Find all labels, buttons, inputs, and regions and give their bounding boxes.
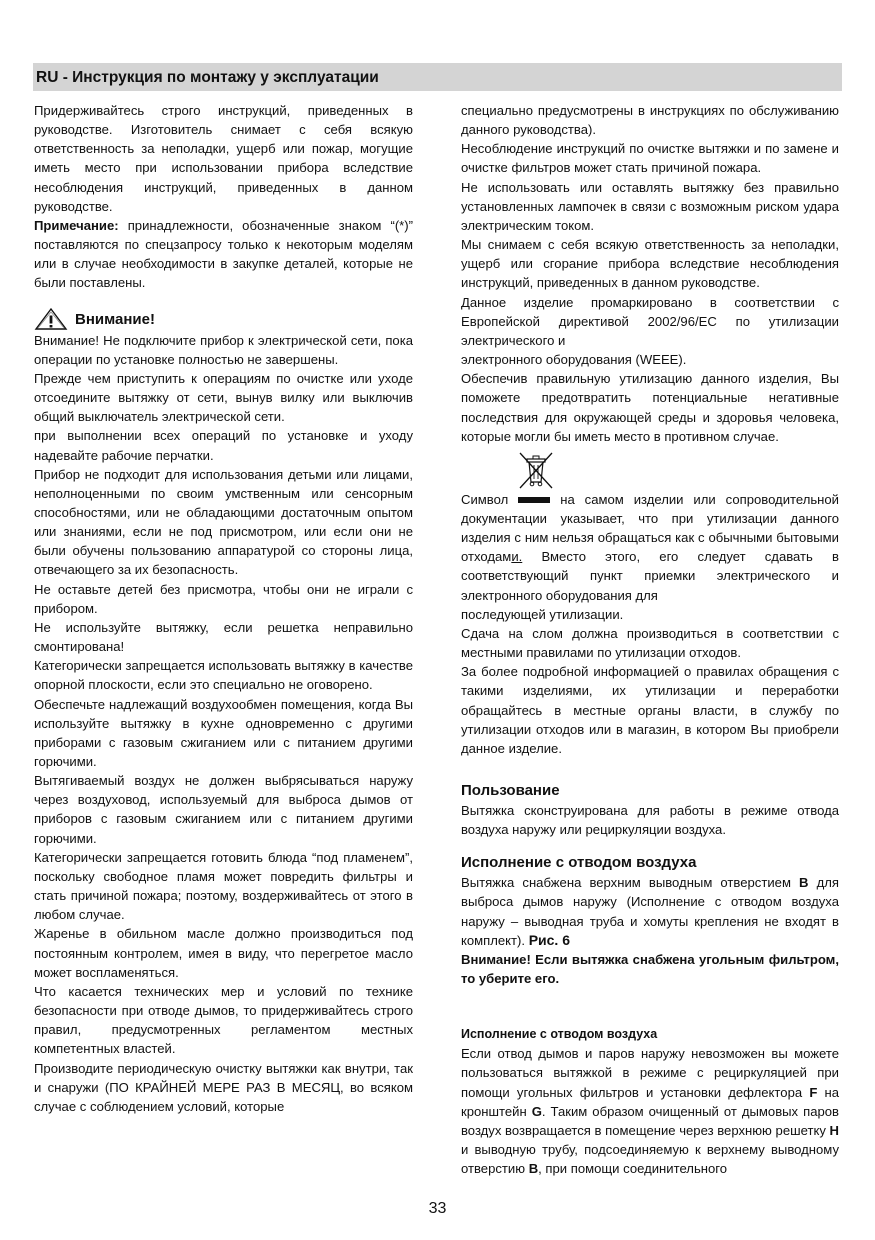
- symbol-rest: Вместо этого, его следует сдавать в соответствующий пункт приемки электрического и электронного оборудования для: [461, 549, 839, 603]
- safety-paragraph: Вытягиваемый воздух не должен выбрясываться наружу через воздуховод, используемый для выброса дымов от приборов с газовым сжиганием или с питанием другими горючими.: [34, 773, 413, 846]
- crossed-out-bin-icon: [516, 450, 556, 490]
- right-paragraph: последующей утилизации.: [461, 606, 624, 622]
- letter-b: B: [528, 1161, 539, 1177]
- symbol-paragraph: [461, 490, 839, 605]
- weee-symbol: [516, 450, 839, 490]
- usage-title: Пользование: [461, 782, 560, 799]
- note-text: принадлежности, обозначенные знаком “(*)” поставляются по спецзапросу только к некоторым моделям или в случае необходимости в закупке деталей, которые не были поставлены.: [34, 217, 413, 291]
- exhaust-warning: Внимание! Если вытяжка снабжена угольным фильтром, то уберите его.: [461, 951, 839, 987]
- right-paragraph: Мы снимаем с себя всякую ответственность за неполадки, ущерб или сгорание прибора вследствие несоблюдения инструкций, приведенных в данном руководстве.: [461, 237, 839, 291]
- safety-paragraph: Производите периодическую очистку вытяжки как внутри, так и снаружи (ПО КРАЙНЕЙ МЕРЕ РАЗ В МЕСЯЦ, во всяком случае с соблюдением условий, которые: [34, 1060, 413, 1114]
- safety-paragraph: при выполнении всех операций по установке и уходу надевайте рабочие перчатки.: [34, 428, 413, 463]
- recirc-text-1: Если отвод дымов и паров наружу невозможен вы можете пользоваться вытяжкой в режиме с рециркуляцией при помощи угольных фильтров и установки дефлектора: [461, 1046, 839, 1100]
- exhaust-text-b: для выброса дымов наружу (Исполнение с отводом воздуха наружу – выводная труба и хомуты крепления не входят в комплект).: [461, 875, 839, 948]
- safety-paragraph: Не используйте вытяжку, если решетка неправильно смонтирована!: [34, 619, 413, 655]
- warning-triangle-icon: [34, 307, 68, 331]
- recirc-title: Исполнение с отводом воздуха: [461, 1027, 658, 1042]
- symbol-word: Символ: [461, 491, 509, 507]
- recirc-text: [461, 1044, 839, 1178]
- safety-paragraph: Что касается технических мер и условий по технике безопасности при отводе дымов, то придерживайтесь строго правил, предусмотренных регламентом местных компетентных властей.: [34, 983, 413, 1057]
- exhaust-text-a: Вытяжка снабжена верхним выводным отверстием: [461, 875, 800, 891]
- right-paragraph: Несоблюдение инструкций по очистке вытяжки и по замене и очистке фильтров может стать причиной пожара.: [461, 141, 839, 176]
- page-number: 33: [428, 1200, 447, 1217]
- exhaust-letter-b: B: [799, 875, 809, 891]
- right-paragraph: Не использовать или оставлять вытяжку без правильно установленных лампочек в связи с возможным риском удара электрическим током.: [461, 179, 839, 233]
- safety-paragraph: Не оставьте детей без присмотра, чтобы они не играли с прибором.: [34, 581, 413, 616]
- warning-title: Внимание!: [75, 310, 155, 328]
- symbol-text: на самом изделии или сопроводительной документации указывает, что при утилизации данного изделия с ним нельзя обращаться как с обычными бытовыми отходам: [461, 491, 839, 565]
- right-paragraph: электронного оборудования (WEEE).: [461, 352, 687, 368]
- note-label: Примечание:: [34, 217, 119, 233]
- exhaust-text: [461, 873, 839, 950]
- safety-paragraph: Категорически запрещается готовить блюда “под пламенем”, поскольку свободное пламя может повредить фильтры и стать причиной пожара; поэтому, воздерживайтесь от этого в любом случае.: [34, 849, 413, 923]
- right-column: [461, 101, 839, 1178]
- safety-paragraph: Прибор не подходит для использования детьми или лицами, неполноценными по своим умственным или сенсорным способностями, или не обладающими достаточным опытом или знаниями, если не под присмотром, или если они не были обучены пользованию аппаратурой со стороны лица, отвечающего за их безопасность.: [34, 466, 413, 578]
- letter-h: H: [829, 1122, 839, 1138]
- recirc-text-2: на кронштейн: [461, 1084, 839, 1119]
- intro-paragraph: Придерживайтесь строго инструкций, приведенных в руководстве. Изготовитель снимает с себя всякую ответственность за неполадки, ущерб или пожар, могущие иметь место при использовании прибора вследствие несоблюдения инструкций, приведенных в данном руководстве.: [34, 103, 413, 214]
- recirc-text-3: . Таким образом очищенный от дымовых паров воздух возвращается в помещение через верхнюю решетку: [461, 1103, 840, 1138]
- usage-text: Вытяжка сконструирована для работы в режиме отвода воздуха наружу или рециркуляции воздуха.: [461, 803, 839, 838]
- safety-paragraphs: [34, 331, 413, 1116]
- section-header: RU - Инструкция по монтажу у эксплуатации: [33, 63, 842, 91]
- safety-paragraph: Внимание! Не подключите прибор к электрической сети, пока операции по установке полностью не завершены.: [34, 332, 413, 367]
- letter-g: G: [531, 1103, 542, 1119]
- safety-paragraph: Прежде чем приступить к операциям по очистке или уходе отсоедините вытяжку от сети, вынув вилку или выключив общий выключатель электрической сети.: [34, 370, 413, 425]
- symbol-underlined: и.: [511, 549, 523, 565]
- exhaust-title: Исполнение с отводом воздуха: [461, 854, 697, 872]
- right-paragraph: специально предусмотрены в инструкциях по обслуживанию данного руководства).: [461, 103, 839, 138]
- recirc-text-5: , при помощи соединительного: [538, 1161, 728, 1177]
- safety-paragraph: Обеспечьте надлежащий воздухообмен помещения, когда Вы используйте вытяжку в кухне одновременно с другими приборами с газовым сжиганием или с питанием другими горючими.: [34, 696, 413, 769]
- figure-reference: Рис. 6: [528, 931, 570, 948]
- warning-heading: [34, 307, 413, 331]
- recirc-text-4: и выводную трубу, подсоединяемую к верхнему выводному отверстию: [461, 1142, 839, 1177]
- safety-paragraph: Жаренье в обильном масле должно производиться под постоянным контролем, имея в виду, что перегретое масло может воспламеняться.: [34, 926, 413, 980]
- note-paragraph: [34, 216, 413, 293]
- right-paragraph: За более подробной информацией о правилах обращения с такими изделиями, их утилизации и переработки обращайтесь в местные органы власти, в службу по утилизации отходов или в магазин, в котором Вы приобрели данное изделие.: [461, 664, 839, 756]
- right-paragraph: Сдача на слом должна производиться в соответствии с местными правилами по утилизации отходов.: [461, 625, 839, 661]
- right-paragraph: Обеспечив правильную утилизацию данного изделия, Вы поможете предотвратить потенциальные негативные последствия для окружающей среды и здоровья человека, которые могли бы иметь место в противном случае.: [461, 371, 839, 444]
- safety-paragraph: Категорически запрещается использовать вытяжку в качестве опорной плоскости, если это специально не оговорено.: [34, 658, 413, 693]
- letter-f: F: [809, 1084, 818, 1100]
- left-column: [34, 101, 413, 1116]
- black-bar-icon: [518, 497, 550, 503]
- right-paragraph: Данное изделие промаркировано в соответствии с Европейской директивой 2002/96/EC по утилизации электрического и: [461, 294, 839, 348]
